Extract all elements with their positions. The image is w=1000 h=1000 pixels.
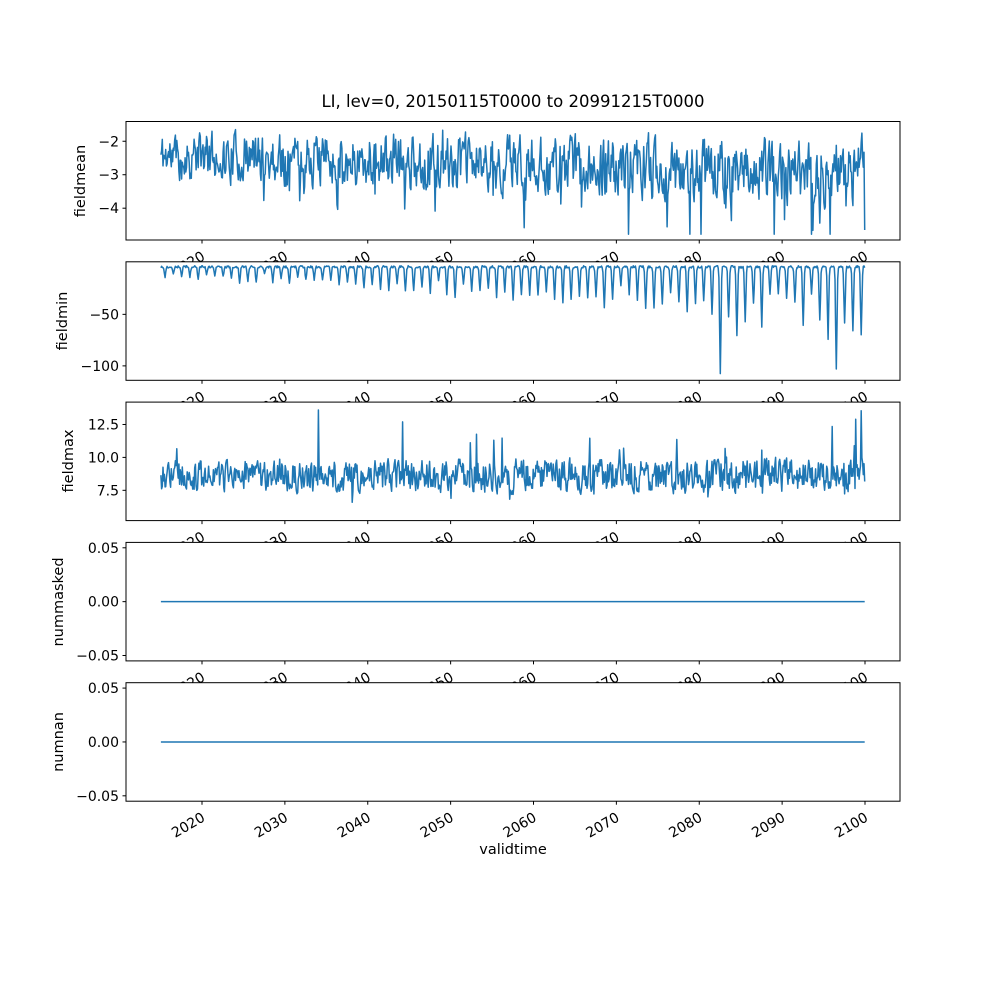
y-tick-label: −4 xyxy=(98,201,119,218)
y-axis-label-fieldmin: fieldmin xyxy=(55,291,71,351)
y-tick-label: 0.05 xyxy=(87,681,119,698)
y-tick-label: 12.5 xyxy=(87,417,119,434)
y-axis-nummasked xyxy=(76,541,126,665)
x-axis-label: validtime xyxy=(479,842,547,858)
y-tick-label: −2 xyxy=(98,134,119,151)
axes-background xyxy=(126,262,900,381)
x-tick-label: 2080 xyxy=(666,809,706,842)
subplot-numnan xyxy=(76,681,900,841)
y-axis-label-fieldmean: fieldmean xyxy=(73,144,89,218)
x-tick-label: 2090 xyxy=(749,809,789,842)
y-tick-label: −0.05 xyxy=(76,788,119,805)
y-tick-label: 0.05 xyxy=(87,540,119,557)
y-axis-label-fieldmax: fieldmax xyxy=(61,429,77,493)
y-axis-numnan xyxy=(76,681,126,805)
y-axis-label-numnan: numnan xyxy=(51,712,67,772)
y-axis-fieldmax xyxy=(88,417,126,499)
y-tick-label: 10.0 xyxy=(87,450,119,467)
x-tick-label: 2070 xyxy=(583,809,623,842)
subplot-fieldmax xyxy=(88,402,900,561)
x-tick-label: 2050 xyxy=(417,809,457,842)
subplot-fieldmean xyxy=(98,122,900,281)
x-axis-ticks xyxy=(169,801,871,841)
x-tick-label: 2100 xyxy=(832,809,871,842)
y-tick-label: 7.5 xyxy=(96,483,119,500)
y-tick-label: −3 xyxy=(98,167,119,184)
y-axis-fieldmean xyxy=(98,134,126,217)
subplot-nummasked xyxy=(76,541,900,701)
y-tick-label: 0.00 xyxy=(87,594,119,611)
x-tick-label: 2060 xyxy=(500,809,540,842)
x-tick-label: 2020 xyxy=(169,809,208,842)
y-axis-fieldmin xyxy=(81,307,126,375)
y-tick-label: −0.05 xyxy=(76,648,119,665)
y-tick-label: −100 xyxy=(80,358,119,375)
subplot-fieldmin xyxy=(81,262,900,421)
chart-title: LI, lev=0, 20150115T0000 to 20991215T0000 xyxy=(321,92,705,111)
y-tick-label: 0.00 xyxy=(87,734,119,751)
y-axis-label-nummasked: nummasked xyxy=(51,557,67,647)
x-tick-label: 2040 xyxy=(334,809,374,842)
y-tick-label: −50 xyxy=(89,307,119,324)
x-tick-label: 2030 xyxy=(252,809,291,842)
